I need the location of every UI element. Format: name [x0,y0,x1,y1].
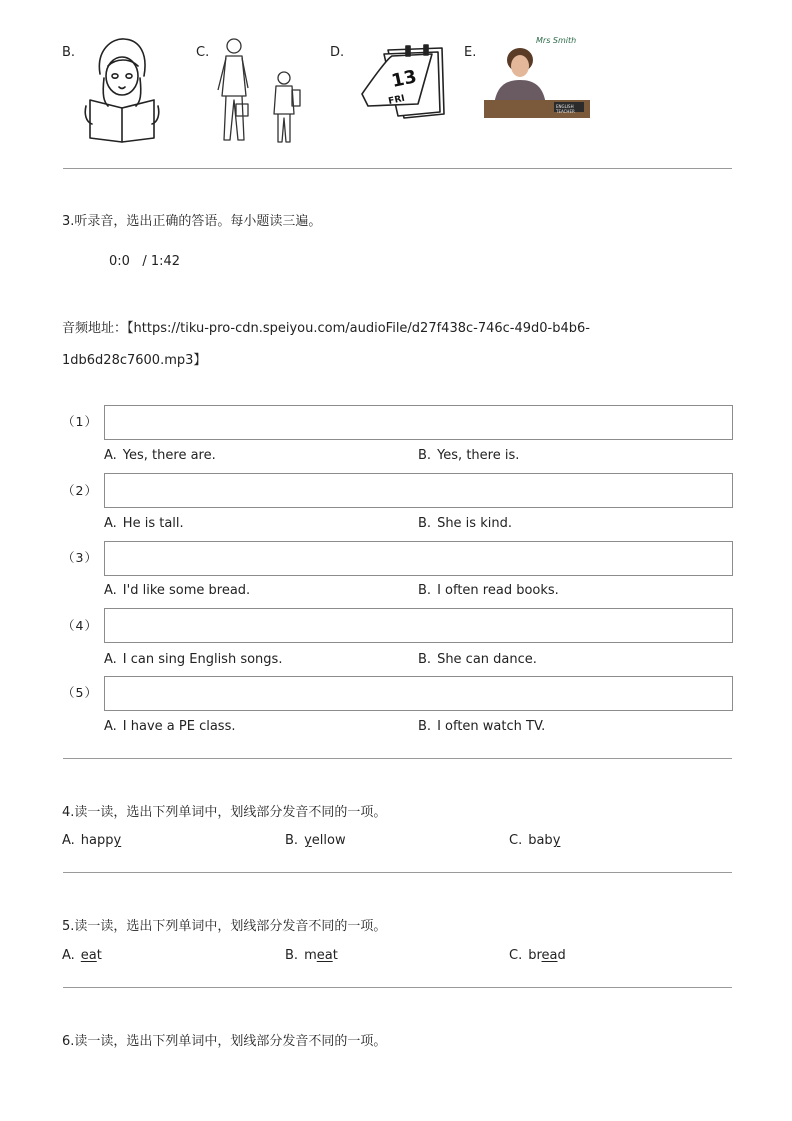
word-part: bab [528,833,553,848]
option-key: B. [418,516,432,531]
q5-option-a[interactable] [62,948,102,963]
underlined-part: y [552,833,561,848]
item-number: （4） [62,618,98,633]
calendar-icon [358,44,446,124]
option-key: B. [285,948,299,963]
audio-address-label: 音频地址： [62,321,128,336]
option-a-1[interactable] [104,448,216,463]
option-key: B. [418,583,432,598]
section-divider [63,987,732,988]
picture-label-b: B. [62,45,76,60]
picture-label-e: E. [464,45,477,60]
option-key: C. [509,833,523,848]
q4-option-a[interactable] [62,833,121,848]
option-text: She can dance. [437,652,537,667]
option-key: A. [104,516,117,531]
q4-option-c[interactable] [509,833,560,848]
option-key: B. [285,833,299,848]
answer-box-3[interactable] [104,541,733,576]
question-4-title: 4.读一读，选出下列单词中，划线部分发音不同的一项。 [62,805,387,820]
option-key: A. [104,448,117,463]
word-part: ellow [311,833,346,848]
audio-address [62,317,590,336]
option-text: I often watch TV. [437,719,546,734]
option-text: I often read books. [437,583,559,598]
word-part: m [304,948,317,963]
teacher-desk-plate: ENGLISH TEACHER [556,104,575,114]
audio-player-time[interactable]: 0:0 / 1:42 [109,254,181,269]
audio-url-line2[interactable]: 1db6d28c7600.mp3】 [62,353,207,368]
calendar-day: 13 [389,66,419,93]
answer-box-4[interactable] [104,608,733,643]
option-text: Yes, there are. [122,448,216,463]
item-number: （1） [62,414,98,429]
option-key: A. [62,948,75,963]
option-key: B. [418,719,432,734]
section-divider [63,758,732,759]
underlined-part: y [304,833,312,848]
option-key: A. [62,833,75,848]
answer-box-1[interactable] [104,405,733,440]
option-b-2[interactable] [418,516,512,531]
girl-reading-book-icon [82,36,162,148]
underlined-part: y [113,833,122,848]
option-a-5[interactable] [104,719,235,734]
option-a-4[interactable] [104,652,282,667]
picture-label-c: C. [196,45,210,60]
word-part: d [557,948,566,963]
q5-option-b[interactable] [285,948,338,963]
question-6-title: 6.读一读，选出下列单词中，划线部分发音不同的一项。 [62,1034,387,1049]
option-text: I have a PE class. [122,719,236,734]
q5-option-c[interactable] [509,948,566,963]
section-divider [63,872,732,873]
answer-box-5[interactable] [104,676,733,711]
option-text: I'd like some bread. [122,583,251,598]
option-key: A. [104,719,117,734]
option-b-3[interactable] [418,583,559,598]
option-key: B. [418,652,432,667]
option-a-2[interactable] [104,516,184,531]
man-and-boy-walking-icon [212,36,304,152]
word-part: happ [80,833,114,848]
option-b-4[interactable] [418,652,537,667]
option-b-1[interactable] [418,448,519,463]
option-text: I can sing English songs. [122,652,283,667]
audio-url-line1[interactable]: 【https://tiku-pro-cdn.speiyou.com/audioFile/d27f438c-746c-49d0-b4b6- [127,321,590,336]
option-key: A. [104,652,117,667]
teacher-name-caption: Mrs Smith [536,36,577,45]
question-5-title: 5.读一读，选出下列单词中，划线部分发音不同的一项。 [62,919,387,934]
option-b-5[interactable] [418,719,545,734]
option-a-3[interactable] [104,583,250,598]
option-key: B. [418,448,432,463]
picture-label-d: D. [330,45,345,60]
option-key: C. [509,948,523,963]
option-text: He is tall. [122,516,184,531]
item-number: （3） [62,550,98,565]
underlined-part: ea [541,948,558,963]
option-key: A. [104,583,117,598]
option-text: Yes, there is. [437,448,520,463]
word-part: t [332,948,338,963]
item-number: （5） [62,685,98,700]
calendar-weekday: FRI [387,93,406,107]
word-part: br [528,948,542,963]
underlined-part: ea [316,948,333,963]
answer-box-2[interactable] [104,473,733,508]
item-number: （2） [62,483,98,498]
question-3-title: 3.听录音，选出正确的答语。每小题读三遍。 [62,214,322,229]
section-divider [63,168,732,169]
word-part: t [96,948,102,963]
teacher-icon [484,34,590,118]
underlined-part: ea [80,948,97,963]
option-text: She is kind. [437,516,512,531]
q4-option-b[interactable] [285,833,346,848]
